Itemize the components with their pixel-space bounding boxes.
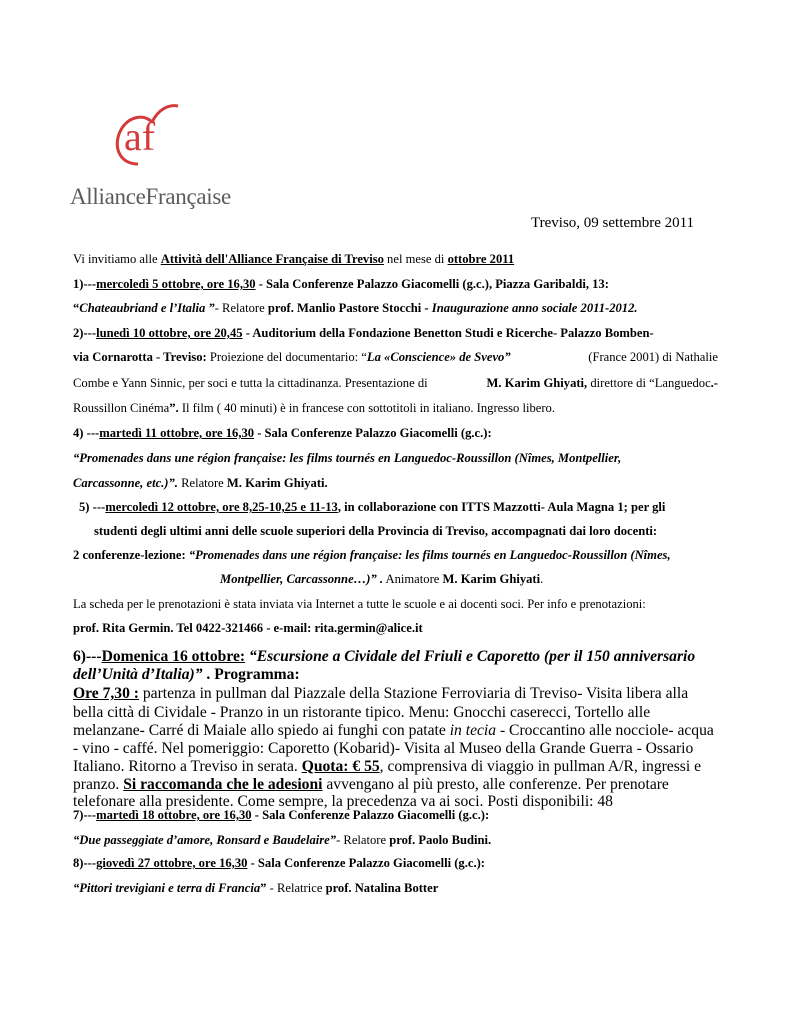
event-5-contact: prof. Rita Germin. Tel 0422-321466 - e-mail: rita.germin@alice.it (73, 621, 423, 635)
logo-wordmark: AllianceFrançaise (70, 184, 231, 209)
intro-line: Vi invitiamo alle Attività dell'Alliance Française di Treviso nel mese di ottobre 2011 (73, 252, 515, 266)
event-6-line-4: bella città di Cividale - Pranzo in un ristorante tipico. Menu: Gnocchi caserecci, Tortello alle (73, 704, 651, 721)
event-8-title-line: “Pittori trevigiani e terra di Francia” - Relatrice prof. Natalina Botter (73, 881, 439, 895)
event-6-line-5: melanzane- Carré di Maiale allo spiedo ai funghi con patate in tecia - Croccantino alle nocciole- acqua (73, 722, 714, 739)
event-6-line-9: telefonare alla presidente. Come sempre, la precedenza va ai soci. Posti disponibili: 48 (73, 793, 613, 810)
event-6-line-6: - vino - caffé. Nel pomeriggio: Caporetto (Kobarid)- Visita al Museo della Grande Guerra - Ossario (73, 740, 694, 757)
af-logo-mark (108, 92, 188, 172)
event-6-line-8: pranzo. Si raccomanda che le adesioni avvengano al più presto, alle conferenze. Per prenotare (73, 776, 669, 793)
event-2-heading: 2)---lunedì 10 ottobre, ore 20,45 - Auditorium della Fondazione Benetton Studi e Ricerche- Palazzo Bomben- (73, 326, 654, 340)
event-6-line-7: Italiano. Ritorno a Treviso in serata. Quota: € 55, comprensiva di viaggio in pullman A/R, ingressi e (73, 758, 702, 775)
event-4-heading: 4) ---martedì 11 ottobre, ore 16,30 - Sala Conferenze Palazzo Giacomelli (g.c.): (73, 426, 492, 440)
event-1-heading: 1)---mercoledì 5 ottobre, ore 16,30 - Sala Conferenze Palazzo Giacomelli (g.c.), Piazza Garibaldi, 13: (73, 277, 609, 291)
event-7-title-line: “Due passeggiate d’amore, Ronsard e Baudelaire”- Relatore prof. Paolo Budini. (73, 833, 492, 847)
event-6-heading-2: dell’Unità d’Italia)” . Programma: (73, 666, 300, 683)
event-7-heading: 7)---martedì 18 ottobre, ore 16,30 - Sala Conferenze Palazzo Giacomelli (g.c.): (73, 808, 490, 822)
event-4-speaker-line: Carcassonne, etc.)”. Relatore M. Karim Ghiyati. (73, 476, 328, 490)
event-2-line-2: via Cornarotta - Treviso: Proiezione del documentario: “La «Conscience» de Svevo” (France 2001) di Nathalie (73, 350, 718, 364)
event-5-line-4: Montpellier, Carcassonne…)” . Animatore M. Karim Ghiyati. (220, 572, 544, 586)
alliance-francaise-logo (70, 92, 245, 217)
letter-date: Treviso, 09 settembre 2011 (531, 215, 695, 231)
event-6-line-3: Ore 7,30 : partenza in pullman dal Piazzale della Stazione Ferroviaria di Treviso- Visita libera alla (73, 685, 689, 702)
event-4-title-line: “Promenades dans une région française: les films tournés en Languedoc-Roussillon (Nîmes, Montpellier, (73, 451, 622, 465)
event-2-line-3: Combe e Yann Sinnic, per soci e tutta la cittadinanza. Presentazione di M. Karim Ghiyati, direttore di “Languedoc.- (73, 376, 718, 390)
event-6-heading: 6)---Domenica 16 ottobre: “Escursione a Cividale del Friuli e Caporetto (per il 150 anniversario (73, 648, 696, 665)
event-5-line-5: La scheda per le prenotazioni è stata inviata via Internet a tutte le scuole e ai docenti soci. Per info e prenotazioni: (73, 597, 646, 611)
event-5-heading: 5) ---mercoledì 12 ottobre, ore 8,25-10,25 e 11-13, in collaborazione con ITTS Mazzotti- Aula Magna 1; per gli (79, 500, 666, 514)
event-1-title-line: “Chateaubriand e l’Italia ”- Relatore prof. Manlio Pastore Stocchi - Inaugurazione anno sociale 2011-2012. (73, 301, 638, 315)
event-2-line-4: Roussillon Cinéma”. Il film ( 40 minuti) è in francese con sottotitoli in italiano. Ingresso libero. (73, 401, 556, 415)
event-5-line-2: studenti degli ultimi anni delle scuole superiori della Provincia di Treviso, accompagnati dai loro docenti: (94, 524, 658, 538)
event-5-line-3: 2 conferenze-lezione: “Promenades dans une région française: les films tournés en Languedoc-Roussillon (Nîmes, (73, 548, 671, 562)
event-8-heading: 8)---giovedì 27 ottobre, ore 16,30 - Sala Conferenze Palazzo Giacomelli (g.c.): (73, 856, 485, 870)
af-mark-text: af (124, 114, 156, 159)
